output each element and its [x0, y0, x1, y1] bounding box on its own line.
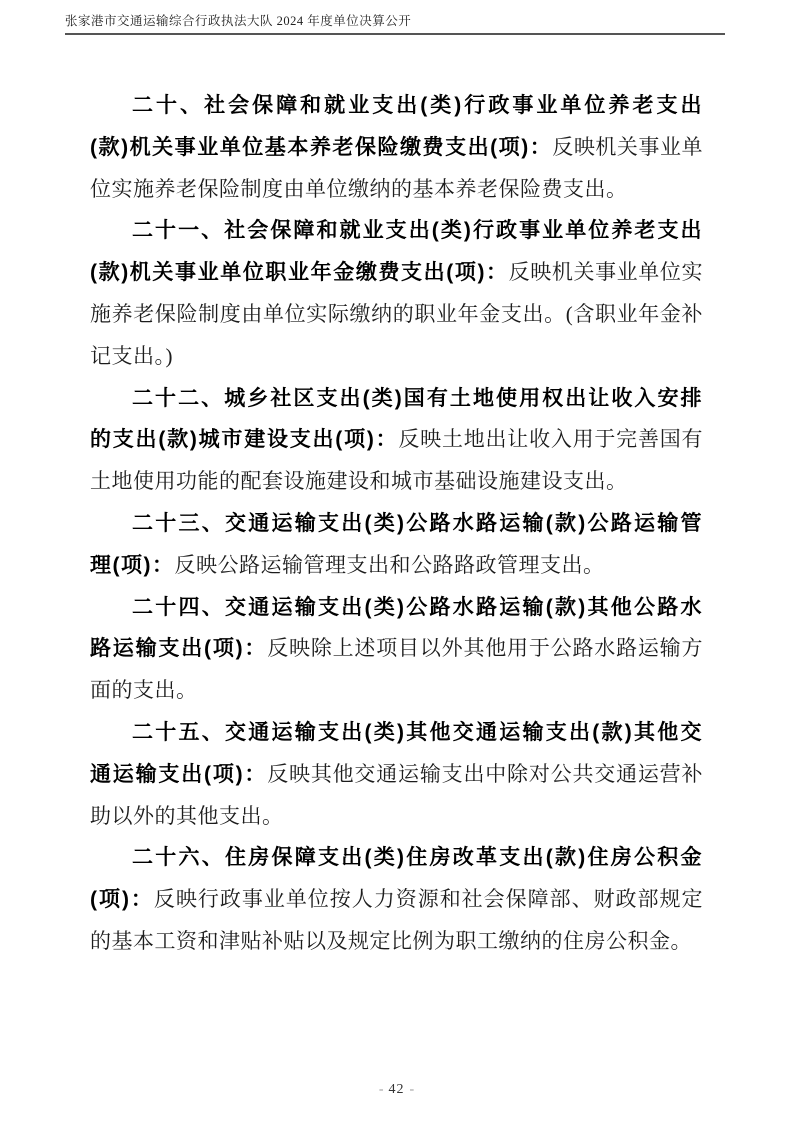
page-number: 42: [388, 1082, 405, 1097]
paragraph-item-24: [90, 587, 703, 712]
paragraph-lead: 二十一、社会保障和就业支出(类)行政事业单位养老支出(款)机关事业单位职业年金缴费支出(项)：: [90, 219, 703, 285]
paragraph-text: 反映其他交通运输支出中除对公共交通运营补助以外的其他支出。: [90, 761, 703, 828]
page-header: [65, 11, 725, 35]
paragraph-item-23: [90, 503, 703, 587]
paragraph-item-25: [90, 712, 703, 837]
paragraph-text: 反映机关事业单位实施养老保险制度由单位缴纳的基本养老保险费支出。: [90, 134, 703, 201]
paragraph-lead: 二十五、交通运输支出(类)其他交通运输支出(款)其他交通运输支出(项)：: [90, 720, 703, 786]
paragraph-text: 反映土地出让收入用于完善国有土地使用功能的配套设施建设和城市基础设施建设支出。: [90, 427, 703, 494]
paragraph-item-20: [90, 85, 703, 210]
paragraph-item-22: [90, 378, 703, 503]
paragraph-item-26: [90, 837, 703, 962]
paragraph-lead: 二十二、城乡社区支出(类)国有土地使用权出让收入安排的支出(款)城市建设支出(项)：: [90, 386, 703, 452]
page-footer: [0, 1082, 793, 1098]
paragraph-lead: 二十四、交通运输支出(类)公路水路运输(款)其他公路水路运输支出(项)：: [90, 595, 703, 661]
paragraph-text: 反映公路运输管理支出和公路路政管理支出。: [174, 552, 605, 577]
paragraph-item-21: [90, 210, 703, 377]
paragraph-text: 反映除上述项目以外其他用于公路水路运输方面的支出。: [90, 636, 703, 703]
paragraph-text: 反映行政事业单位按人力资源和社会保障部、财政部规定的基本工资和津贴补贴以及规定比例为职工缴纳的住房公积金。: [90, 887, 703, 953]
paragraph-lead: 二十、社会保障和就业支出(类)行政事业单位养老支出(款)机关事业单位基本养老保险缴费支出(项)：: [90, 94, 703, 159]
page-number-dash-right: -: [409, 1082, 415, 1097]
paragraph-text: 反映机关事业单位实施养老保险制度由单位实际缴纳的职业年金支出。(含职业年金补记支出。): [90, 260, 703, 368]
header-title: 张家港市交通运输综合行政执法大队 2024 年度单位决算公开: [65, 14, 412, 28]
header-divider-rule: [65, 33, 725, 35]
paragraph-lead: 二十三、交通运输支出(类)公路水路运输(款)公路运输管理(项)：: [90, 511, 703, 577]
document-body: [90, 85, 703, 963]
paragraph-lead: 二十六、住房保障支出(类)住房改革支出(款)住房公积金(项)：: [90, 846, 703, 912]
page-number-dash-left: -: [378, 1082, 384, 1097]
